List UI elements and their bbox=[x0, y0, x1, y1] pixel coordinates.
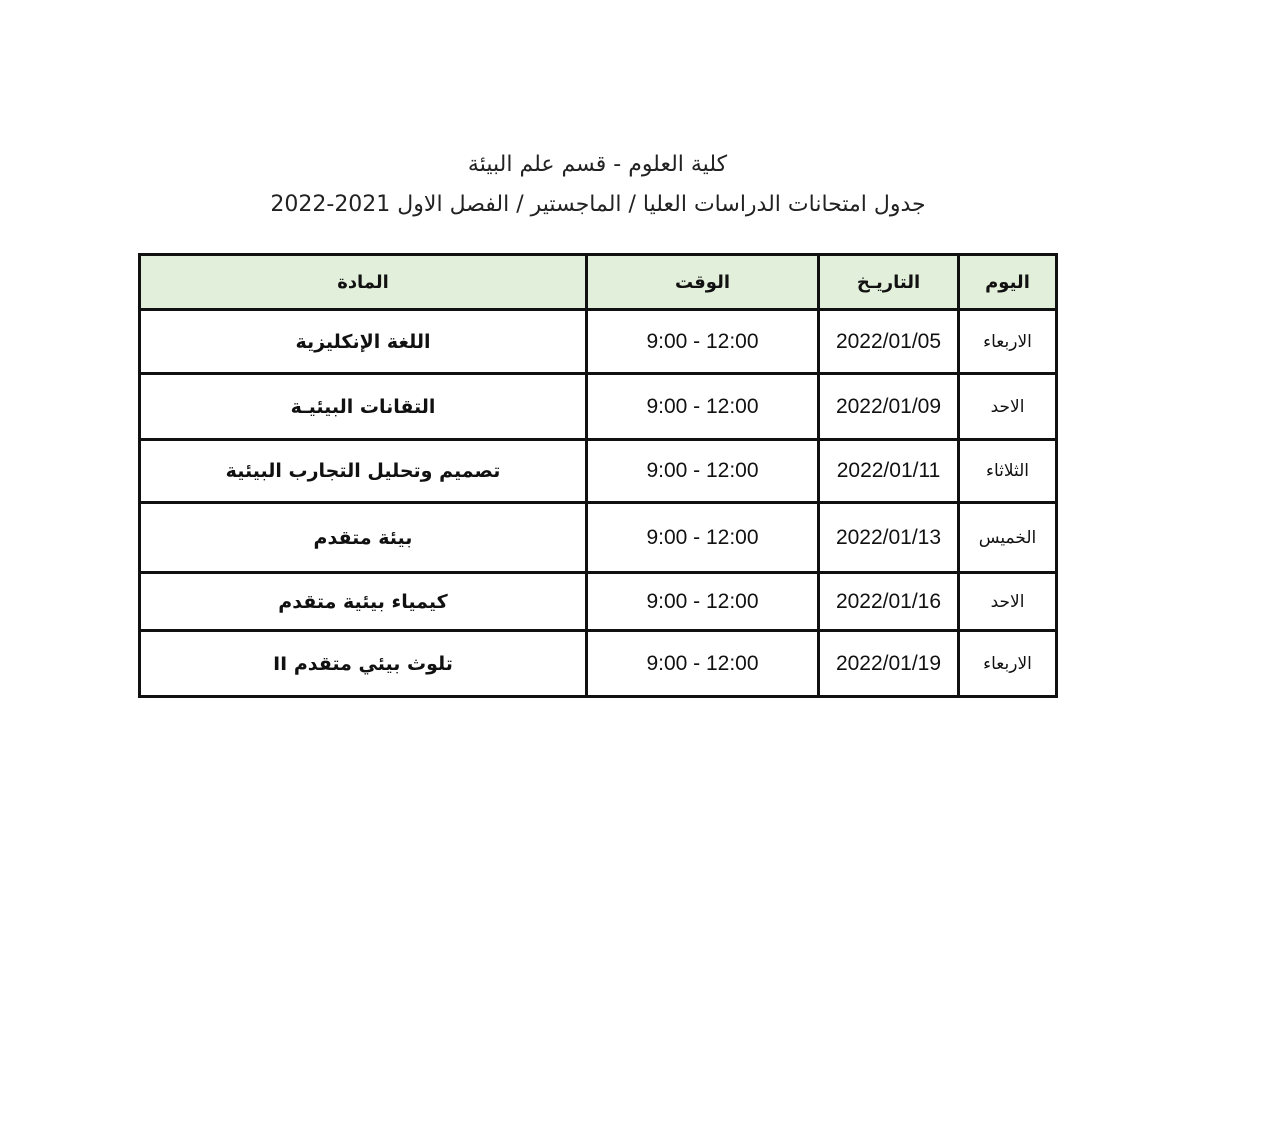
time-cell: 9:00 - 12:00 bbox=[587, 503, 819, 573]
day-cell: الاحد bbox=[959, 374, 1057, 440]
table-row bbox=[140, 503, 1057, 573]
column-header-date: التاريـخ bbox=[819, 255, 959, 310]
day-cell: الاحد bbox=[959, 573, 1057, 631]
day-cell: الاربعاء bbox=[959, 310, 1057, 374]
date-cell: 2022/01/13 bbox=[819, 503, 959, 573]
time-cell: 9:00 - 12:00 bbox=[587, 310, 819, 374]
time-cell: 9:00 - 12:00 bbox=[587, 374, 819, 440]
page-title: كلية العلوم - قسم علم البيئة bbox=[467, 152, 728, 177]
subject-cell: بيئة متقدم bbox=[140, 503, 587, 573]
column-header-time: الوقت bbox=[587, 255, 819, 310]
table-row bbox=[140, 310, 1057, 374]
column-header-day: اليوم bbox=[959, 255, 1057, 310]
day-cell: الخميس bbox=[959, 503, 1057, 573]
subject-cell: تصميم وتحليل التجارب البيئية bbox=[140, 440, 587, 503]
subject-cell: تلوث بيئي متقدم II bbox=[140, 631, 587, 697]
table-row bbox=[140, 440, 1057, 503]
day-cell: الثلاثاء bbox=[959, 440, 1057, 503]
date-cell: 2022/01/09 bbox=[819, 374, 959, 440]
subject-cell: اللغة الإنكليزية bbox=[140, 310, 587, 374]
page-subtitle: جدول امتحانات الدراسات العليا / الماجستير / الفصل الاول 2021-2022 bbox=[270, 192, 926, 217]
column-header-subject: المادة bbox=[140, 255, 587, 310]
date-cell: 2022/01/11 bbox=[819, 440, 959, 503]
table-row bbox=[140, 573, 1057, 631]
table-header-row bbox=[140, 255, 1057, 310]
time-cell: 9:00 - 12:00 bbox=[587, 573, 819, 631]
exam-schedule-table bbox=[138, 253, 1058, 698]
date-cell: 2022/01/19 bbox=[819, 631, 959, 697]
day-cell: الاربعاء bbox=[959, 631, 1057, 697]
time-cell: 9:00 - 12:00 bbox=[587, 631, 819, 697]
subject-cell: كيمياء بيئية متقدم bbox=[140, 573, 587, 631]
date-cell: 2022/01/05 bbox=[819, 310, 959, 374]
time-cell: 9:00 - 12:00 bbox=[587, 440, 819, 503]
date-cell: 2022/01/16 bbox=[819, 573, 959, 631]
table-row bbox=[140, 374, 1057, 440]
table-row bbox=[140, 631, 1057, 697]
subject-cell: التقانات البيئيـة bbox=[140, 374, 587, 440]
